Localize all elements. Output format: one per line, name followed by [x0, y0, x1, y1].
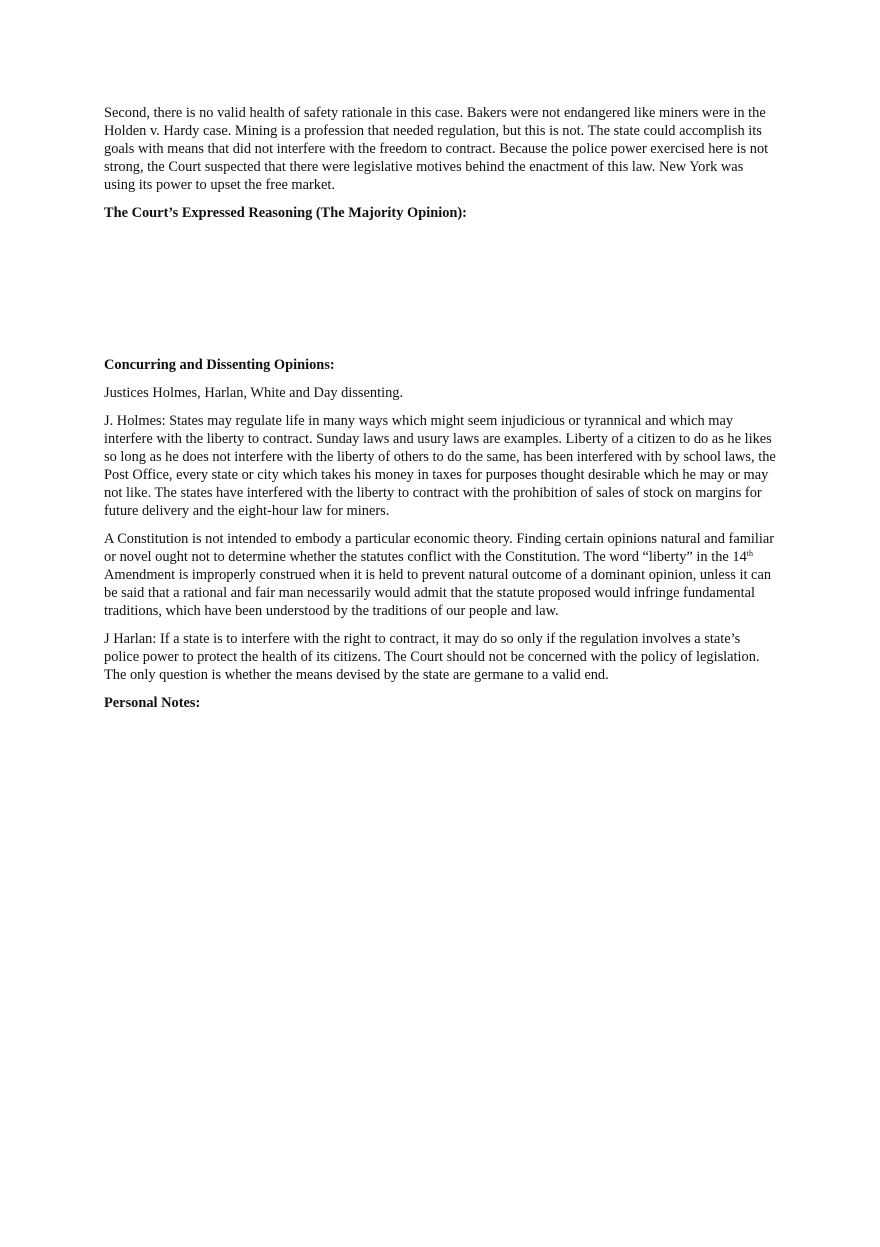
opinions-heading: Concurring and Dissenting Opinions:	[104, 357, 335, 373]
constitution-paragraph	[104, 530, 776, 620]
constitution-text-part1: A Constitution is not intended to embody a particular economic theory. Finding certain opinions natural and familiar or novel ought not to determine whether the statutes conflict with the Constitution. The word “liberty” in the 14	[104, 531, 775, 565]
personal-notes-heading: Personal Notes:	[104, 695, 201, 711]
harlan-paragraph: J Harlan: If a state is to interfere with the right to contract, it may do so only if the regulation involves a state’s police power to protect the health of its citizens. The Court should not be concerned with the policy of legislation. The only question is whether the means devised by the state are germane to a valid end.	[104, 631, 760, 683]
document-page	[104, 104, 776, 722]
constitution-text-part2: Amendment is improperly construed when it is held to prevent natural outcome of a dominant opinion, unless it can be said that a rational and fair man necessarily would admit that the statute proposed would infringe fundamental traditions, which have been understood by the traditions of our people and law.	[104, 567, 772, 619]
holmes-paragraph: J. Holmes: States may regulate life in many ways which might seem injudicious or tyrannical and which may interfere with the liberty to contract. Sunday laws and usury laws are examples. Liberty of a citizen to do as he likes so long as he does not interfere with the liberty of others to do the same, has been interfered with by school laws, the Post Office, every state or city which takes his money in taxes for purposes thought desirable which he may or may not like. The states have interfered with the liberty to contract with the prohibition of sales of stock on margins for future delivery and the eight-hour law for miners.	[104, 413, 776, 519]
dissenting-justices-line: Justices Holmes, Harlan, White and Day dissenting.	[104, 385, 404, 401]
ordinal-superscript: th	[746, 549, 754, 558]
majority-opinion-heading: The Court’s Expressed Reasoning (The Majority Opinion):	[104, 205, 467, 221]
majority-opinion-blank-area	[104, 232, 776, 356]
intro-paragraph: Second, there is no valid health of safety rationale in this case. Bakers were not endangered like miners were in the Holden v. Hardy case. Mining is a profession that needed regulation, but this is not. The state could accomplish its goals with means that did not interfere with the freedom to contract. Because the police power exercised here is not strong, the Court suspected that there were legislative motives behind the enactment of this law. New York was using its power to upset the free market.	[104, 105, 769, 193]
